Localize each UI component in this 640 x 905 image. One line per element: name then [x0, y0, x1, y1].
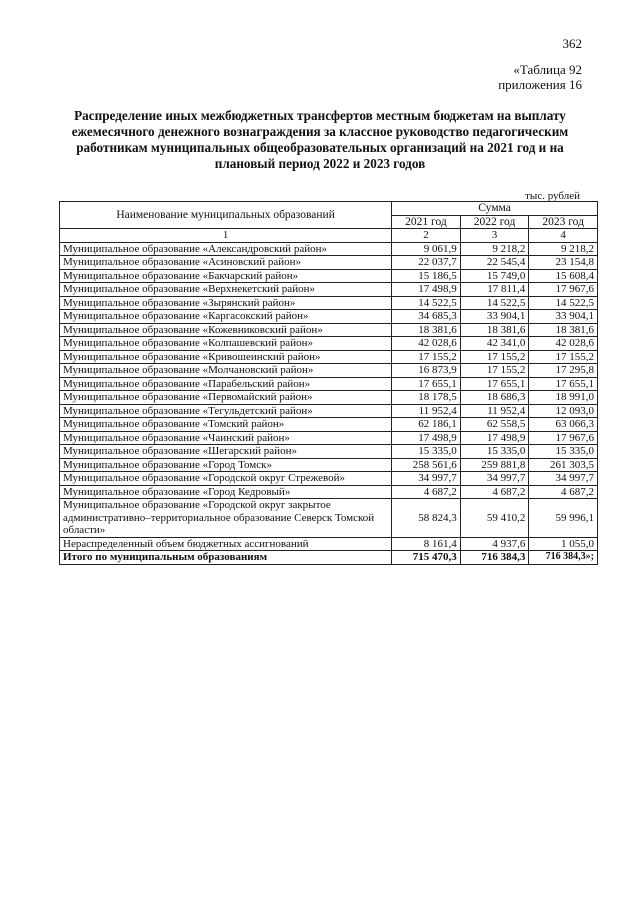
value-2021: 18 178,5	[392, 391, 461, 405]
table-reference	[498, 62, 582, 92]
total-row	[60, 551, 598, 565]
value-2023: 9 218,2	[529, 242, 598, 256]
value-2022: 59 410,2	[460, 499, 529, 538]
table-ref-line1: «Таблица 92	[513, 62, 582, 77]
value-2021: 22 037,7	[392, 256, 461, 270]
value-2022: 22 545,4	[460, 256, 529, 270]
municipality-name: Муниципальное образование «Верхнекетский район»	[60, 283, 392, 297]
table-row	[60, 499, 598, 538]
header-name-column: Наименование муниципальных образований	[60, 202, 392, 229]
value-2022: 17 811,4	[460, 283, 529, 297]
value-2023: 59 996,1	[529, 499, 598, 538]
value-2022: 14 522,5	[460, 296, 529, 310]
value-2023: 17 655,1	[529, 377, 598, 391]
value-2021: 15 186,5	[392, 269, 461, 283]
value-2021: 42 028,6	[392, 337, 461, 351]
header-2023: 2023 год	[529, 215, 598, 229]
table-row	[60, 323, 598, 337]
table-row	[60, 296, 598, 310]
municipality-name: Муниципальное образование «Городской округ Стрежевой»	[60, 472, 392, 486]
value-2023: 34 997,7	[529, 472, 598, 486]
table-row	[60, 485, 598, 499]
value-2022: 4 687,2	[460, 485, 529, 499]
value-2022: 11 952,4	[460, 404, 529, 418]
value-2021: 8 161,4	[392, 537, 461, 551]
value-2021: 4 687,2	[392, 485, 461, 499]
municipality-name: Муниципальное образование «Кривошеинский район»	[60, 350, 392, 364]
table-row	[60, 445, 598, 459]
municipality-name: Муниципальное образование «Тегульдетский район»	[60, 404, 392, 418]
value-2023: 14 522,5	[529, 296, 598, 310]
value-2021: 17 498,9	[392, 283, 461, 297]
value-2021: 17 498,9	[392, 431, 461, 445]
value-2022: 42 341,0	[460, 337, 529, 351]
value-2023: 17 295,8	[529, 364, 598, 378]
municipality-name: Муниципальное образование «Асиновский район»	[60, 256, 392, 270]
table-row	[60, 458, 598, 472]
municipality-name: Муниципальное образование «Каргасокский район»	[60, 310, 392, 324]
value-2022: 716 384,3	[460, 551, 529, 565]
value-2021: 11 952,4	[392, 404, 461, 418]
table-row	[60, 337, 598, 351]
municipality-name: Муниципальное образование «Томский район»	[60, 418, 392, 432]
municipality-name: Муниципальное образование «Шегарский район»	[60, 445, 392, 459]
value-2021: 17 155,2	[392, 350, 461, 364]
table-row	[60, 310, 598, 324]
municipality-name: Муниципальное образование «Город Кедровый»	[60, 485, 392, 499]
table-row	[60, 418, 598, 432]
value-2021: 34 997,7	[392, 472, 461, 486]
table-row	[60, 283, 598, 297]
table-body	[60, 242, 598, 564]
value-2022: 17 155,2	[460, 350, 529, 364]
municipality-name: Муниципальное образование «Молчановский район»	[60, 364, 392, 378]
value-2023: 716 384,3»;	[529, 551, 598, 565]
header-sum: Сумма	[392, 202, 598, 216]
header-index-4: 4	[529, 229, 598, 243]
header-index-1: 1	[60, 229, 392, 243]
value-2023: 4 687,2	[529, 485, 598, 499]
value-2023: 23 154,8	[529, 256, 598, 270]
header-index-2: 2	[392, 229, 461, 243]
value-2023: 63 066,3	[529, 418, 598, 432]
value-2022: 17 155,2	[460, 364, 529, 378]
value-2023: 42 028,6	[529, 337, 598, 351]
value-2023: 18 991,0	[529, 391, 598, 405]
table-row	[60, 256, 598, 270]
value-2022: 34 997,7	[460, 472, 529, 486]
value-2022: 33 904,1	[460, 310, 529, 324]
municipality-name: Муниципальное образование «Кожевниковский район»	[60, 323, 392, 337]
value-2023: 18 381,6	[529, 323, 598, 337]
municipality-name: Муниципальное образование «Колпашевский район»	[60, 337, 392, 351]
header-2021: 2021 год	[392, 215, 461, 229]
value-2021: 15 335,0	[392, 445, 461, 459]
table-row	[60, 404, 598, 418]
value-2023: 17 967,6	[529, 431, 598, 445]
municipality-name: Муниципальное образование «Первомайский район»	[60, 391, 392, 405]
municipality-name: Муниципальное образование «Зырянский район»	[60, 296, 392, 310]
municipality-name: Нераспределенный объем бюджетных ассигнований	[60, 537, 392, 551]
municipality-name: Муниципальное образование «Александровский район»	[60, 242, 392, 256]
value-2021: 715 470,3	[392, 551, 461, 565]
value-2022: 18 686,3	[460, 391, 529, 405]
header-index-3: 3	[460, 229, 529, 243]
value-2021: 14 522,5	[392, 296, 461, 310]
table-row	[60, 537, 598, 551]
value-2023: 33 904,1	[529, 310, 598, 324]
table-row	[60, 364, 598, 378]
value-2021: 9 061,9	[392, 242, 461, 256]
header-2022: 2022 год	[460, 215, 529, 229]
value-2022: 18 381,6	[460, 323, 529, 337]
value-2021: 258 561,6	[392, 458, 461, 472]
municipality-name: Муниципальное образование «Город Томск»	[60, 458, 392, 472]
page-number: 362	[562, 36, 582, 51]
table-row	[60, 431, 598, 445]
municipality-name: Муниципальное образование «Парабельский район»	[60, 377, 392, 391]
value-2023: 1 055,0	[529, 537, 598, 551]
table-row	[60, 350, 598, 364]
municipality-name: Муниципальное образование «Бакчарский район»	[60, 269, 392, 283]
value-2021: 17 655,1	[392, 377, 461, 391]
municipality-name: Итого по муниципальным образованиям	[60, 551, 392, 565]
value-2023: 15 335,0	[529, 445, 598, 459]
value-2021: 62 186,1	[392, 418, 461, 432]
value-2023: 15 608,4	[529, 269, 598, 283]
table-row	[60, 242, 598, 256]
value-2021: 18 381,6	[392, 323, 461, 337]
value-2022: 259 881,8	[460, 458, 529, 472]
municipality-name: Муниципальное образование «Городской округ закрытое административно–территориальное образование Северск Томской области»	[60, 499, 392, 538]
value-2023: 12 093,0	[529, 404, 598, 418]
value-2023: 17 967,6	[529, 283, 598, 297]
table-row	[60, 391, 598, 405]
value-2021: 16 873,9	[392, 364, 461, 378]
municipality-name: Муниципальное образование «Чаинский район»	[60, 431, 392, 445]
table-ref-line2: приложения 16	[498, 77, 582, 92]
document-title: Распределение иных межбюджетных трансфертов местным бюджетам на выплату ежемесячного денежного вознаграждения за классное руководство педагогическим работникам муниципальных общеобразовательных организаций на 2021 год и на плановый период 2022 и 2023 годов	[71, 108, 569, 171]
value-2021: 58 824,3	[392, 499, 461, 538]
value-2021: 34 685,3	[392, 310, 461, 324]
value-2022: 9 218,2	[460, 242, 529, 256]
value-2023: 261 303,5	[529, 458, 598, 472]
allocation-table	[59, 201, 598, 565]
table-row	[60, 377, 598, 391]
value-2022: 17 498,9	[460, 431, 529, 445]
value-2022: 4 937,6	[460, 537, 529, 551]
value-2022: 62 558,5	[460, 418, 529, 432]
value-2022: 15 749,0	[460, 269, 529, 283]
table-row	[60, 269, 598, 283]
units-label: тыс. рублей	[525, 190, 580, 202]
value-2022: 15 335,0	[460, 445, 529, 459]
table-row	[60, 472, 598, 486]
value-2022: 17 655,1	[460, 377, 529, 391]
value-2023: 17 155,2	[529, 350, 598, 364]
